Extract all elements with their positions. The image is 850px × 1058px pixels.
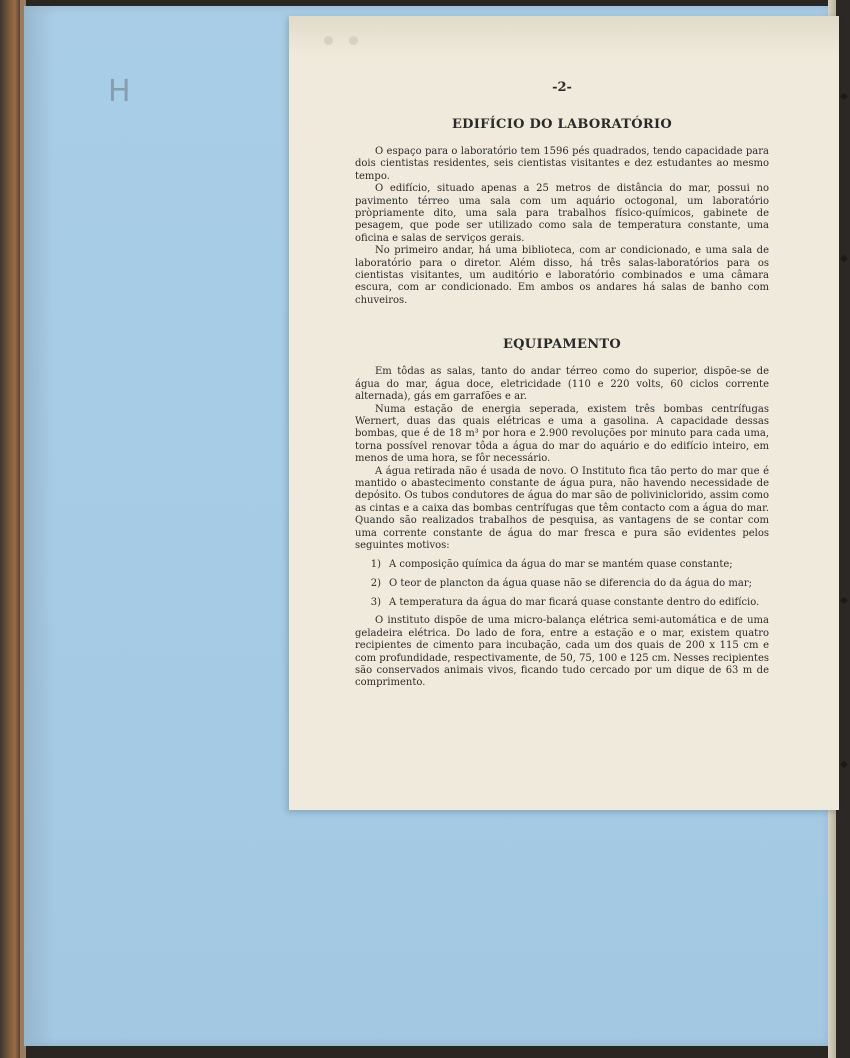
punch-hole — [324, 36, 333, 45]
paragraph: No primeiro andar, há uma biblioteca, com ar condicionado, e uma sala de laboratório para o diretor. Além disso, há três salas-laboratórios para os cientistas visitantes, um auditório e laboratório combinados e uma câmara escura, com ar condicionado. Em ambos os andares há salas de banho com chuveiros. — [355, 245, 769, 306]
punch-hole — [349, 36, 358, 45]
list-item — [355, 558, 769, 571]
list-item-text: A temperatura da água do mar ficará quase constante dentro do edifício. — [389, 597, 760, 609]
page-top-shadow — [289, 16, 839, 56]
paragraph: A água retirada não é usada de novo. O Instituto fica tão perto do mar que é mantido o abastecimento constante de água pura, não havendo necessidade de depósito. Os tubos condutores de água do mar são de poliviniclorido, assim como as cintas e a caixa das bombas centrífugas que têm contacto com a água do mar. Quando são realizados trabalhos de pesquisa, as vantagens de se contar com uma corrente constante de água do mar fresca e pura são evidentes pelos seguintes motivos: — [355, 465, 769, 551]
paragraph: O edifício, situado apenas a 25 metros de distância do mar, possui no pavimento térreo uma sala com um aquário octogonal, um laboratório pròpriamente dito, uma sala para trabalhos físico-químicos, gabinete de pesagem, que pode ser utilizado como sala de temperatura constante, uma oficina e salas de serviços gerais. — [355, 183, 769, 244]
section-laboratory-building — [355, 117, 769, 307]
document-content — [355, 80, 769, 690]
list-item-number: 3) — [370, 597, 381, 609]
book-binding-edge — [0, 0, 20, 1058]
binder-clip-icon: ◆ — [840, 595, 848, 606]
paragraph: O instituto dispõe de uma micro-balança elétrica semi-automática e de uma geladeira elétrica. Do lado de fora, entre a estação e o mar, existem quatro recipientes de cimento para incubação, cada um dos quais de 200 x 115 cm e com profundidade, respectivamente, de 50, 75, 100 e 125 cm. Nesses recipientes são conservados animais vivos, ficando tudo cercado por um dique de 63 m de comprimento. — [355, 615, 769, 689]
paragraph: O espaço para o laboratório tem 1596 pés quadrados, tendo capacidade para dois cientistas residentes, seis cientistas visitantes e dez estudantes ao mesmo tempo. — [355, 146, 769, 182]
section-gap — [355, 307, 769, 337]
page-number: -2- — [552, 80, 572, 95]
section-heading: EQUIPAMENTO — [502, 337, 622, 353]
list-item — [355, 596, 769, 609]
paragraph: Numa estação de energia seperada, existem três bombas centrífugas Wernert, duas das quais elétricas e uma a gasolina. A capacidade dessas bombas, que é de 18 m³ por hora e 2.900 revoluções por minuto para cada uma, torna possível renovar tôda a água do mar do aquário e do edifício inteiro, em menos de uma hora, se fôr necessário. — [355, 403, 769, 465]
section-heading: EDIFÍCIO DO LABORATÓRIO — [451, 117, 673, 132]
list-item-text: A composição química da água do mar se mantém quase constante; — [389, 559, 733, 571]
binder-clip-icon: ◆ — [840, 91, 848, 102]
list-item-number: 1) — [370, 559, 381, 571]
list-item — [355, 577, 769, 590]
section-equipment — [355, 337, 769, 690]
list-item-number: 2) — [370, 578, 381, 590]
binder-clip-icon: ◆ — [840, 759, 848, 770]
paragraph: Em tôdas as salas, tanto do andar térreo como do superior, dispõe-se de água do mar, água doce, eletricidade (110 e 220 volts, 60 ciclos corrente alternada), gás em garrafões e ar. — [355, 366, 769, 403]
binder-clip-icon: ◆ — [840, 253, 848, 264]
reasons-list — [355, 558, 769, 609]
list-item-text: O teor de plancton da água quase não se diferencia do da água do mar; — [389, 578, 752, 590]
typed-document-page — [289, 16, 839, 810]
pencil-mark: H — [108, 74, 128, 109]
